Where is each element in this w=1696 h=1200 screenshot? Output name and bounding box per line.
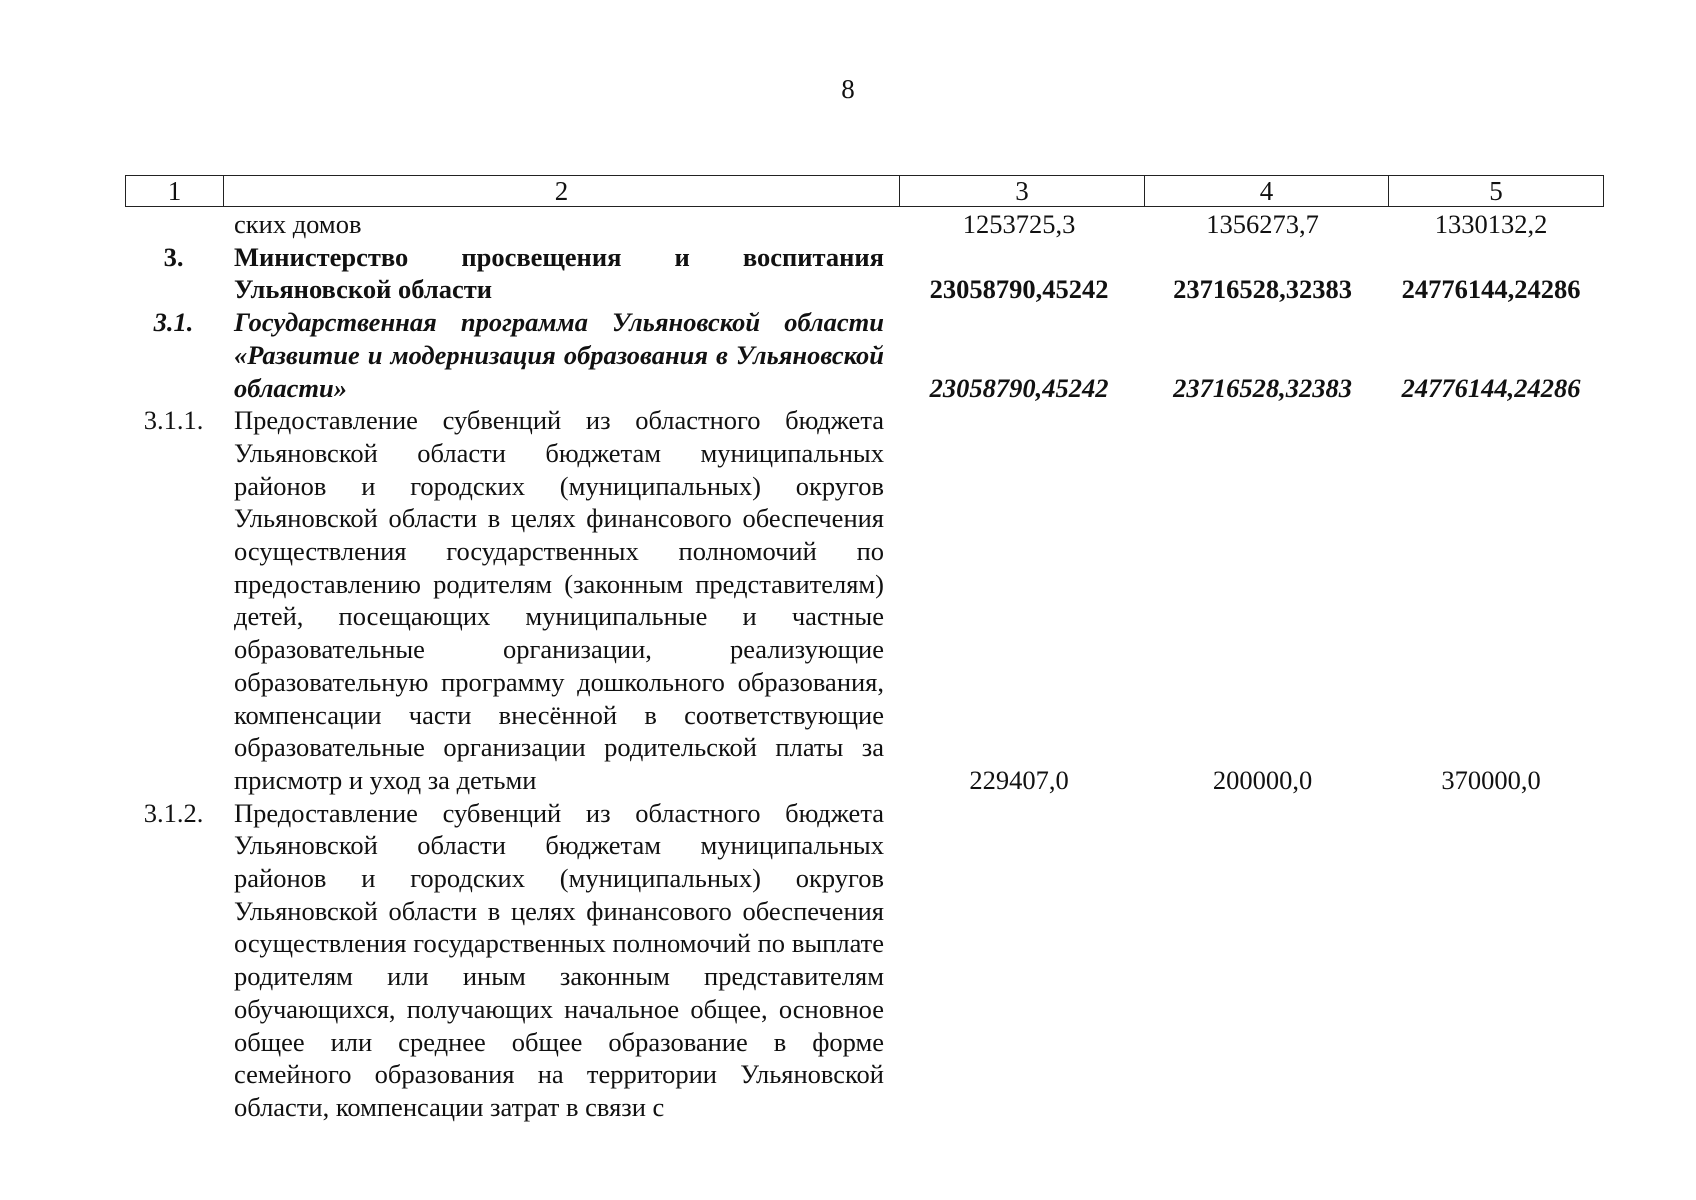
header-cell-5: 5 (1389, 176, 1604, 207)
row-number: 3. (163, 241, 184, 272)
row-text: Предоставление субвенций из областного бюджета Ульяновской области бюджетам муниципальных районов и городских (муниципальных) округов Ульяновской области в целях финансового обеспечения осуществления государственных полномочий по предоставлению родителям (законным представителям) детей, посещающих муниципальные и частные образовательные организации, реализующие образовательную программу дошкольного образования, компенсации части внесённой в соответствующие образовательные организации родительской платы за присмотр и уход за детьми (234, 405, 884, 795)
header-cell-1: 1 (126, 176, 224, 207)
row-number: 3.1.1. (143, 405, 204, 436)
row-value-4: 1356273,7 (1206, 209, 1319, 239)
row-value-3: 229407,0 (969, 764, 1069, 795)
row-text: ских домов (234, 209, 362, 239)
table-row (125, 241, 1598, 306)
row-text: Министерство просвещения и воспитания Ульяновской области (234, 241, 884, 305)
row-value-5: 24776144,24286 (1401, 372, 1581, 403)
row-value-3: 1253725,3 (962, 209, 1076, 239)
row-value-4: 23716528,32383 (1173, 274, 1352, 305)
table-row (125, 797, 1598, 1124)
table-header (125, 175, 1604, 207)
table-body (125, 208, 1598, 1124)
row-number: 3.1. (153, 307, 194, 338)
row-text: Предоставление субвенций из областного бюджета Ульяновской области бюджетам муниципальных районов и городских (муниципальных) округов Ульяновской области в целях финансового обеспечения осуществления государственных полномочий по выплате родителям или иным законным представителям обучающихся, получающих начальное общее, основное общее или среднее общее образование в форме семейного образования на территории Ульяновской области, компенсации затрат в связи с (234, 797, 884, 1122)
table-row (125, 404, 1598, 796)
header-cell-4: 4 (1145, 176, 1389, 207)
row-text: Государственная программа Ульяновской области «Развитие и модернизация образования в Ульяновской области» (234, 307, 884, 403)
row-value-5: 24776144,24286 (1401, 274, 1581, 305)
row-value-4: 23716528,32383 (1173, 372, 1352, 403)
table-header-row (126, 176, 1604, 207)
row-number: 3.1.2. (143, 797, 204, 828)
row-value-3: 23058790,45242 (929, 372, 1109, 403)
row-value-4: 200000,0 (1212, 764, 1313, 795)
table-row (125, 306, 1598, 404)
row-value-5: 1330132,2 (1434, 209, 1548, 239)
table-row (125, 208, 1598, 241)
header-cell-2: 2 (224, 176, 900, 207)
row-value-5: 370000,0 (1441, 764, 1541, 795)
header-cell-3: 3 (900, 176, 1145, 207)
page-number: 8 (841, 74, 855, 104)
row-value-3: 23058790,45242 (929, 274, 1109, 305)
